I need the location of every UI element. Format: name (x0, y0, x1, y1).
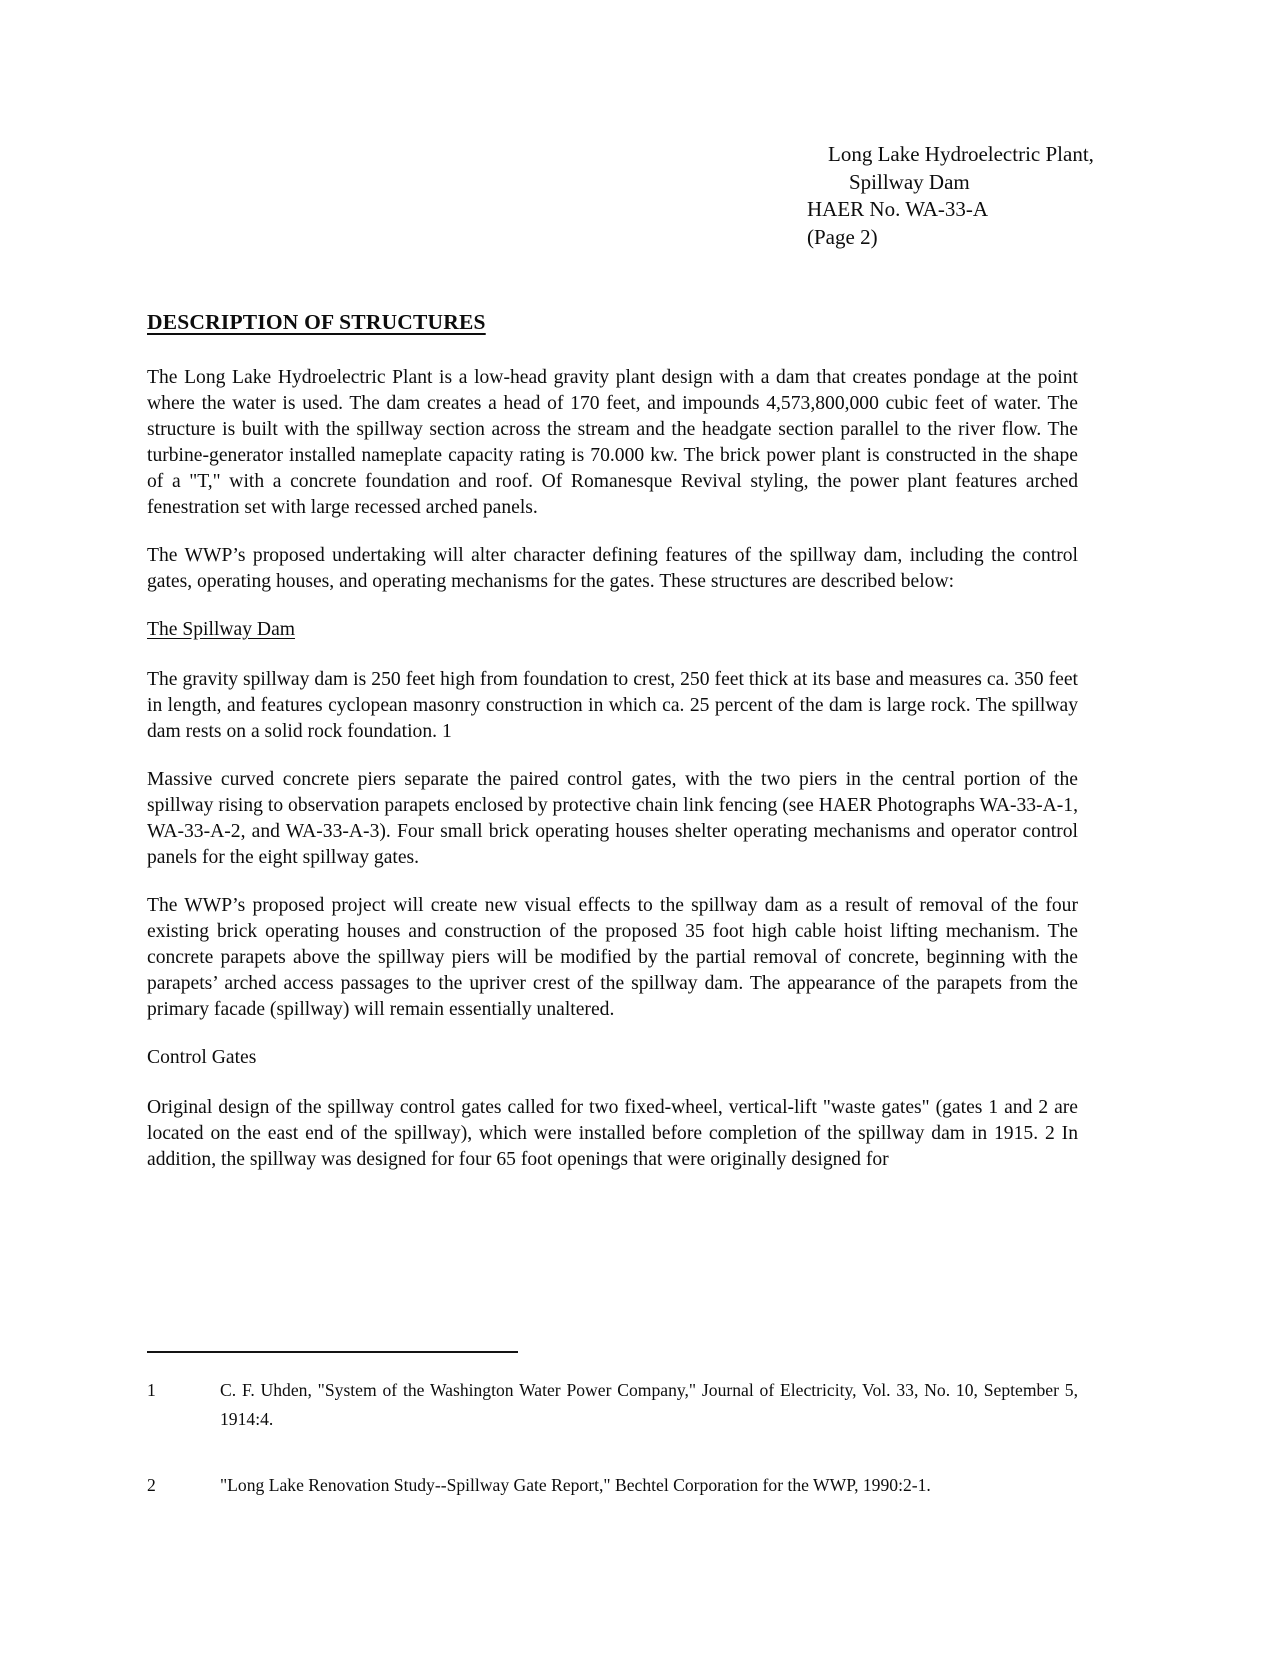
paragraph-plant-overview: The Long Lake Hydroelectric Plant is a low-head gravity plant design with a dam that creates pondage at the point where the water is used. The dam creates a head of 170 feet, and impounds 4,573,800,000 cubic feet of water. The structure is built with the spillway section across the stream and the headgate section parallel to the river flow. The turbine-generator installed nameplate capacity rating is 70.000 kw. The brick power plant is constructed in the shape of a "T," with a concrete foundation and roof. Of Romanesque Revival styling, the power plant features arched fenestration set with large recessed arched panels. (147, 367, 1078, 518)
header-page-number: (Page 2) (807, 224, 878, 249)
footnote-divider (147, 1351, 518, 1353)
paragraph-wwp-undertaking: The WWP’s proposed undertaking will alter character defining features of the spillway dam, including the control gates, operating houses, and operating mechanisms for the gates. These structures are described below: (147, 545, 1078, 592)
header-haer-number: HAER No. WA-33-A (807, 197, 989, 221)
document-body (147, 309, 1078, 1195)
header-plant-name: Long Lake Hydroelectric Plant, (828, 142, 1094, 166)
header-structure-name: Spillway Dam (849, 169, 970, 194)
footnote-number: 1 (147, 1380, 156, 1400)
paragraph-original-design: Original design of the spillway control gates called for two fixed-wheel, vertical-lift "waste gates" (gates 1 and 2 are located on the east end of the spillway), which were installed before completion of the spillway dam in 1915. 2 In addition, the spillway was designed for four 65 foot openings that were originally designed for (147, 1097, 1078, 1170)
footnote-text: C. F. Uhden, "System of the Washington Water Power Company," Journal of Electricity, Vol. 33, No. 10, September 5, 1914:4. (220, 1380, 1078, 1429)
footnote-item (147, 1471, 1078, 1500)
footnotes-section (147, 1351, 1078, 1537)
footnote-text: "Long Lake Renovation Study--Spillway Gate Report," Bechtel Corporation for the WWP, 1990:2-1. (220, 1475, 931, 1495)
paragraph-proposed-project: The WWP’s proposed project will create new visual effects to the spillway dam as a result of removal of the four existing brick operating houses and construction of the proposed 35 foot high cable hoist lifting mechanism. The concrete parapets above the spillway piers will be modified by the partial removal of concrete, beginning with the parapets’ arched access passages to the upriver crest of the spillway dam. The appearance of the parapets from the primary facade (spillway) will remain essentially unaltered. (147, 895, 1078, 1020)
subheading-control-gates: Control Gates (147, 1047, 257, 1068)
document-header (807, 141, 1094, 251)
page-title: DESCRIPTION OF STRUCTURES (147, 310, 486, 334)
paragraph-dam-dimensions: The gravity spillway dam is 250 feet high from foundation to crest, 250 feet thick at its base and measures ca. 350 feet in length, and features cyclopean masonry construction in which ca. 25 percent of the dam is large rock. The spillway dam rests on a solid rock foundation. 1 (147, 669, 1078, 742)
footnote-item (147, 1376, 1078, 1434)
footnote-number: 2 (147, 1475, 156, 1495)
subheading-spillway-dam: The Spillway Dam (147, 619, 296, 640)
paragraph-concrete-piers: Massive curved concrete piers separate the paired control gates, with the two piers in the central portion of the spillway rising to observation parapets enclosed by protective chain link fencing (see HAER Photographs WA-33-A-1, WA-33-A-2, and WA-33-A-3). Four small brick operating houses shelter operating mechanisms and operator control panels for the eight spillway gates. (147, 769, 1078, 868)
